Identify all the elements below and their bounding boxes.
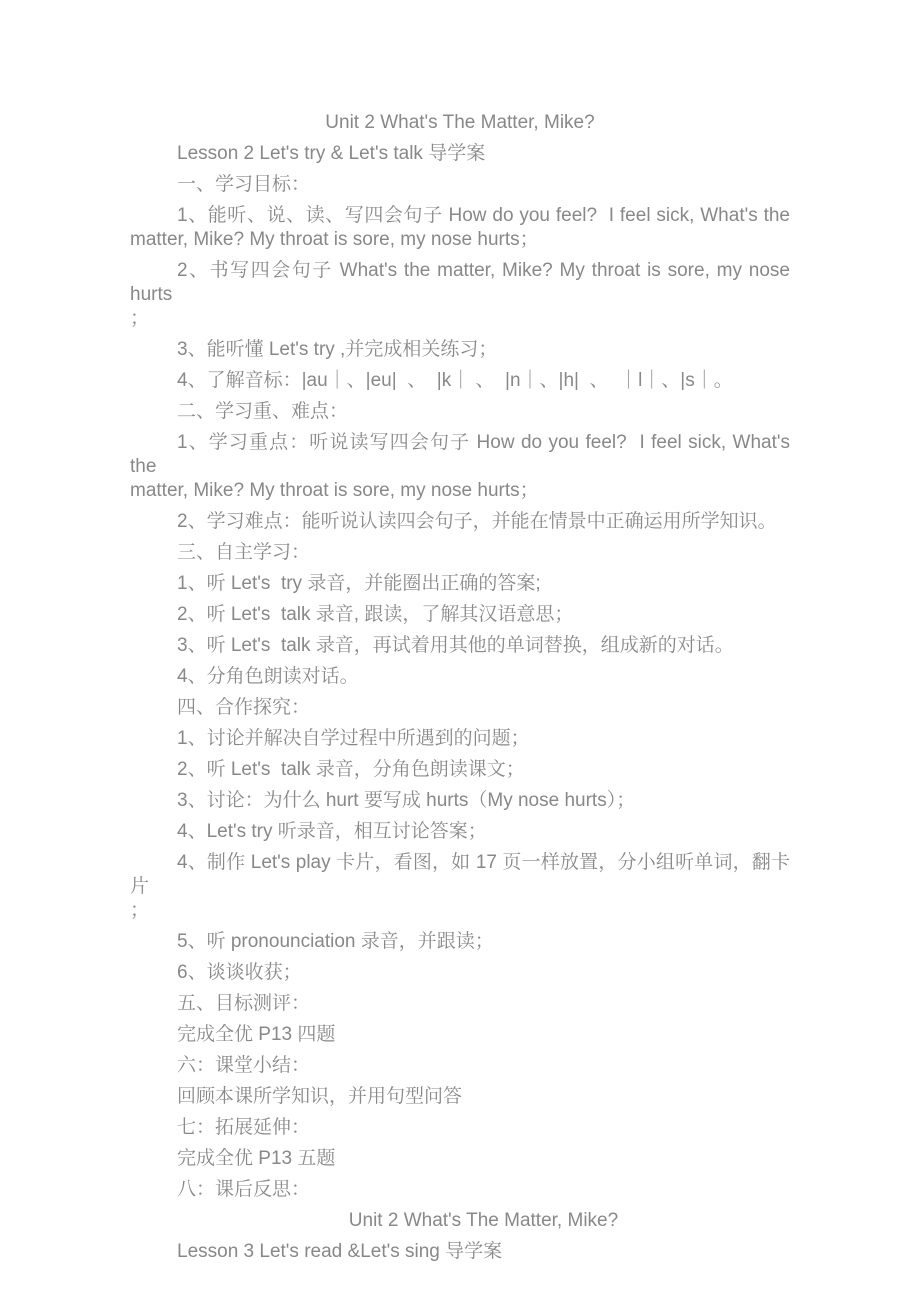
paragraph — [130, 369, 790, 393]
text-line: Lesson 2 Let's try & Let's talk 导学案 — [177, 143, 486, 164]
paragraph — [130, 789, 790, 813]
paragraph — [130, 1178, 790, 1202]
paragraph — [130, 1209, 790, 1233]
text-line: 5、听 pronounciation 录音，并跟读； — [177, 931, 494, 952]
text-line: 1、听 Let's try 录音，并能圈出正确的答案; — [177, 573, 541, 594]
text-line: 6、谈谈收获； — [177, 962, 302, 983]
paragraph — [130, 572, 790, 596]
paragraph — [130, 111, 790, 135]
text-line: ； — [130, 308, 150, 329]
text-line: 八：课后反思： — [177, 1179, 311, 1200]
paragraph — [130, 541, 790, 565]
text-line: 完成全优 P13 五题 — [177, 1148, 336, 1169]
text-line: 七：拓展延伸： — [177, 1117, 311, 1138]
paragraph — [130, 961, 790, 985]
paragraph — [130, 992, 790, 1016]
text-line: 回顾本课所学知识，并用句型问答 — [177, 1086, 463, 1107]
text-line: 2、书写四会句子 What's the matter, Mike? My throat is sore, my nose hurts — [130, 260, 796, 305]
text-line: 四、合作探究： — [177, 697, 311, 718]
paragraph — [130, 400, 790, 424]
paragraph — [130, 1023, 790, 1047]
text-line: 二、学习重、难点： — [177, 401, 349, 422]
paragraph — [130, 634, 790, 658]
text-line: matter, Mike? My throat is sore, my nose hurts； — [130, 480, 539, 501]
text-line: 2、听 Let's talk 录音，分角色朗读课文； — [177, 759, 525, 780]
paragraph — [130, 820, 790, 844]
paragraph — [130, 338, 790, 362]
text-line: ； — [130, 900, 150, 921]
text-line: 1、能听、说、读、写四会句子 How do you feel? I feel sick, What's the — [177, 205, 790, 226]
text-line: Lesson 3 Let's read &Let's sing 导学案 — [177, 1241, 503, 1262]
paragraph — [130, 1147, 790, 1171]
text-line: Unit 2 What's The Matter, Mike? — [348, 1210, 619, 1231]
text-line: 完成全优 P13 四题 — [177, 1024, 336, 1045]
document-body — [130, 111, 796, 1264]
text-line: 4、了解音标：|au｜、|eu| 、 |k｜ 、 |n｜、|h| 、 ｜l｜、|s｜。 — [177, 370, 733, 391]
text-line: 1、讨论并解决自学过程中所遇到的问题； — [177, 728, 530, 749]
paragraph — [130, 727, 790, 751]
text-line: 3、讨论：为什么 hurt 要写成 hurts（My nose hurts）； — [177, 790, 636, 811]
paragraph — [130, 1085, 790, 1109]
text-line: 1、学习重点：听说读写四会句子 How do you feel? I feel sick, What's the — [130, 432, 796, 477]
paragraph — [130, 1054, 790, 1078]
text-line: 4、分角色朗读对话。 — [177, 666, 359, 687]
text-line: 2、学习难点：能听说认读四会句子，并能在情景中正确运用所学知识。 — [177, 511, 777, 532]
paragraph — [130, 1240, 790, 1264]
paragraph — [130, 758, 790, 782]
text-line: 六：课堂小结： — [177, 1055, 311, 1076]
paragraph — [130, 510, 790, 534]
text-line: 3、能听懂 Let's try ,并完成相关练习； — [177, 339, 498, 360]
paragraph — [130, 851, 790, 923]
paragraph — [130, 431, 796, 503]
text-line: 3、听 Let's talk 录音，再试着用其他的单词替换，组成新的对话。 — [177, 635, 734, 656]
text-line: 2、听 Let's talk 录音, 跟读，了解其汉语意思； — [177, 604, 574, 625]
text-line: 一、学习目标： — [177, 174, 311, 195]
paragraph — [130, 1116, 790, 1140]
paragraph — [130, 930, 790, 954]
paragraph — [130, 665, 790, 689]
text-line: 4、制作 Let's play 卡片，看图，如 17 页一样放置，分小组听单词，翻卡片 — [130, 852, 790, 897]
text-line: 4、Let's try 听录音，相互讨论答案； — [177, 821, 487, 842]
paragraph — [130, 142, 790, 166]
paragraph — [130, 173, 790, 197]
text-line: 三、自主学习： — [177, 542, 311, 563]
paragraph — [130, 259, 796, 331]
text-line: Unit 2 What's The Matter, Mike? — [325, 112, 595, 133]
paragraph — [130, 603, 790, 627]
paragraph — [130, 696, 790, 720]
text-line: 五、目标测评： — [177, 993, 311, 1014]
text-line: matter, Mike? My throat is sore, my nose hurts； — [130, 229, 539, 250]
paragraph — [130, 204, 790, 252]
